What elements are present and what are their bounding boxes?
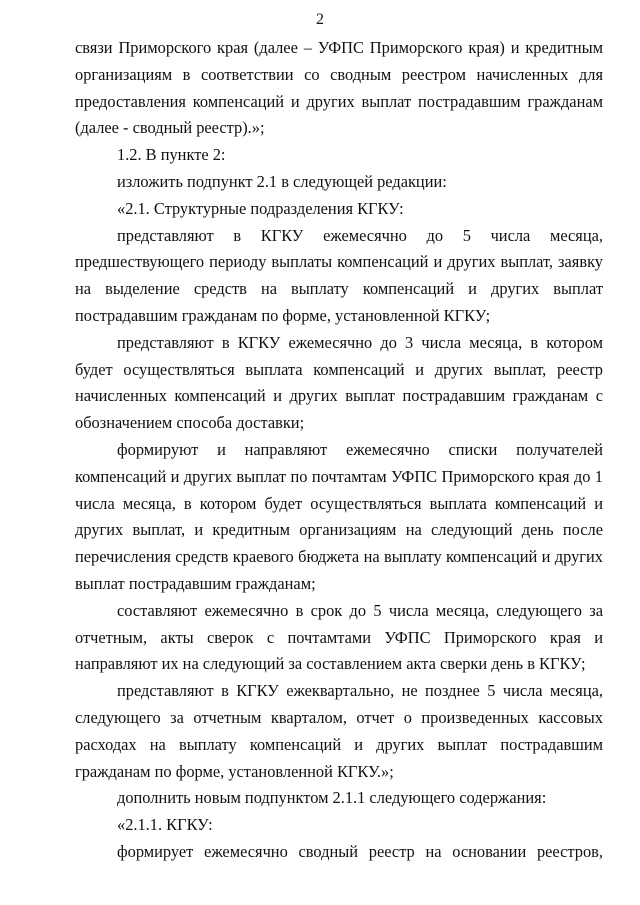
paragraph-add-subpoint: дополнить новым подпунктом 2.1.1 следующего содержания: bbox=[117, 788, 547, 808]
paragraph-amend-subpoint: изложить подпункт 2.1 в следующей редакции: bbox=[117, 171, 447, 191]
paragraph-registry-submission: представляют в КГКУ ежемесячно до 3 числа месяца, в котором будет осуществляться выплата компенсаций и других выплат, реестр начисленных компенсаций и других выплат пострадавшим гражданам с обозначением способа доставки; bbox=[75, 332, 603, 433]
document-body bbox=[75, 35, 603, 866]
paragraph-item-1-2: 1.2. В пункте 2: bbox=[117, 145, 226, 165]
paragraph-reconciliation-acts: составляют ежемесячно в срок до 5 числа месяца, следующего за отчетным, акты сверок с почтамтами УФПС Приморского края и направляют их на следующий за составлением акта сверки день в КГКУ; bbox=[75, 600, 603, 674]
paragraph-recipient-lists: формируют и направляют ежемесячно списки получателей компенсаций и других выплат по почтамтам УФПС Приморского края до 1 числа месяца, в котором будет осуществляться выплата компенсаций и других выплат, и кредитным организациям на следующий день после перечисления средств краевого бюджета на выплату компенсаций и других выплат пострадавшим гражданам; bbox=[75, 439, 603, 593]
paragraph-request-submission: представляют в КГКУ ежемесячно до 5 числа месяца, предшествующего периоду выплаты компенсаций и других выплат, заявку на выделение средств на выплату компенсаций и других выплат пострадавшим гражданам по форме, установленной КГКУ; bbox=[75, 225, 603, 325]
page-number: 2 bbox=[316, 11, 324, 28]
paragraph-quarterly-report: представляют в КГКУ ежеквартально, не позднее 5 числа месяца, следующего за отчетным кварталом, отчет о произведенных кассовых расходах на выплату компенсаций и других выплат пострадавшим гражданам по форме, установленной КГКУ.»; bbox=[75, 681, 603, 781]
paragraph-summary-registry: формирует ежемесячно сводный реестр на основании реестров, bbox=[117, 841, 603, 861]
paragraph-subpoint-2-1-heading: «2.1. Структурные подразделения КГКУ: bbox=[117, 198, 404, 218]
paragraph-subpoint-2-1-1-heading: «2.1.1. КГКУ: bbox=[117, 815, 213, 835]
paragraph-continuation: связи Приморского края (далее – УФПС Приморского края) и кредитным организациям в соответствии со сводным реестром начисленных для предоставления компенсаций и других выплат пострадавшим гражданам (далее - сводный реестр).»; bbox=[75, 38, 603, 138]
